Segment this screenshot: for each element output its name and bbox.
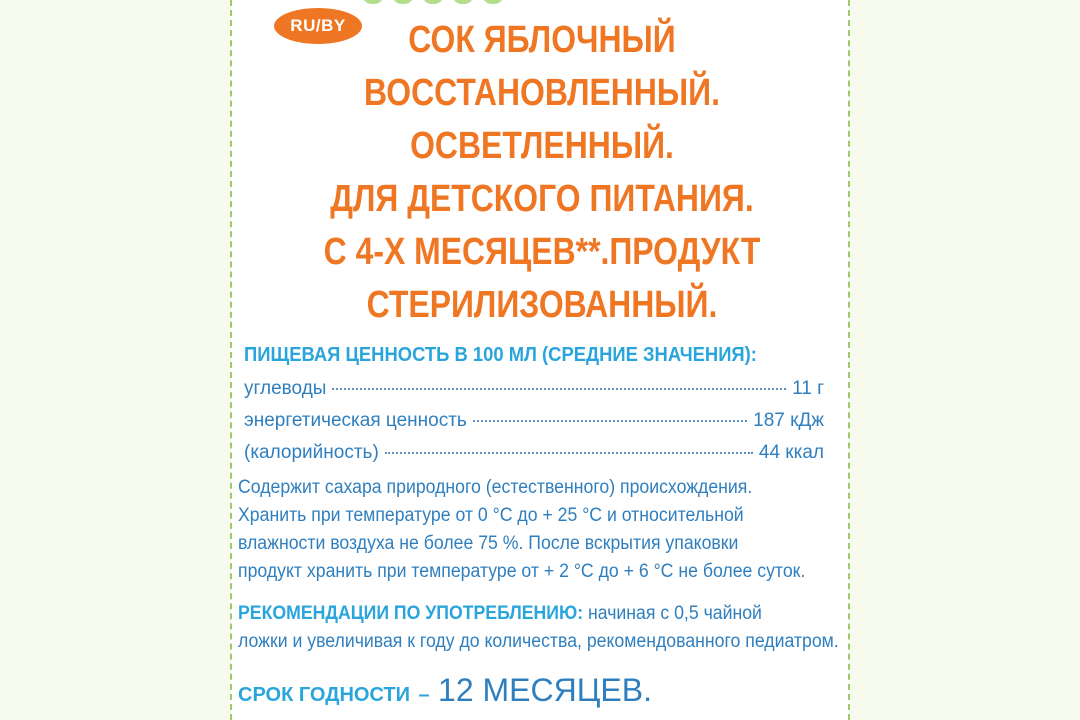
recommendations-line <box>238 600 833 628</box>
nutrition-label: энергетическая ценность <box>244 410 467 431</box>
nutrition-heading: ПИЩЕВАЯ ЦЕННОСТЬ В 100 МЛ (СРЕДНИЕ ЗНАЧЕНИЯ): <box>244 344 757 366</box>
shelf-life-dash: – <box>418 684 430 706</box>
nutrition-value: 44 ккал <box>758 442 824 463</box>
nutrition-label: (калорийность) <box>244 442 379 463</box>
recommendations-text: начиная с 0,5 чайной <box>588 603 762 624</box>
dot-leader <box>332 388 786 390</box>
nutrition-row <box>244 410 824 432</box>
title-line: ВОССТАНОВЛЕННЫЙ. <box>364 72 720 114</box>
shelf-life-value: 12 МЕСЯЦЕВ. <box>438 672 652 708</box>
storage-line: продукт хранить при температуре от + 2 °С до + 6 °С не более суток. <box>238 561 806 582</box>
storage-line: влажности воздуха не более 75 %. После вскрытия упаковки <box>238 533 739 554</box>
storage-line: Хранить при температуре от 0 °С до + 25 °С и относительной <box>238 505 744 526</box>
recommendations-heading: РЕКОМЕНДАЦИИ ПО УПОТРЕБЛЕНИЮ: <box>238 603 584 624</box>
product-label-panel <box>230 0 850 720</box>
title-line: С 4-Х МЕСЯЦЕВ**.ПРОДУКТ <box>323 231 761 273</box>
storage-line: Содержит сахара природного (естественного) происхождения. <box>238 477 753 498</box>
product-title <box>282 14 803 332</box>
title-line: СТЕРИЛИЗОВАННЫЙ. <box>366 284 718 326</box>
shelf-life <box>238 672 652 709</box>
decorative-top-dots <box>362 0 504 4</box>
dot-leader <box>385 452 753 454</box>
storage-paragraph <box>238 474 850 586</box>
title-line: СОК ЯБЛОЧНЫЙ <box>408 19 676 61</box>
nutrition-value: 187 кДж <box>753 410 824 431</box>
recommendations-line: ложки и увеличивая к году до количества, рекомендованного педиатром. <box>238 631 839 652</box>
recommendations-paragraph <box>238 600 850 656</box>
nutrition-row <box>244 442 824 464</box>
region-badge: RU/BY <box>274 8 362 44</box>
shelf-life-label: СРОК ГОДНОСТИ <box>238 684 410 706</box>
title-line: ДЛЯ ДЕТСКОГО ПИТАНИЯ. <box>330 178 754 220</box>
nutrition-row <box>244 378 824 400</box>
nutrition-label: углеводы <box>244 378 327 399</box>
dot-leader <box>473 420 747 422</box>
nutrition-value: 11 г <box>792 378 824 399</box>
title-line: ОСВЕТЛЕННЫЙ. <box>410 125 674 167</box>
